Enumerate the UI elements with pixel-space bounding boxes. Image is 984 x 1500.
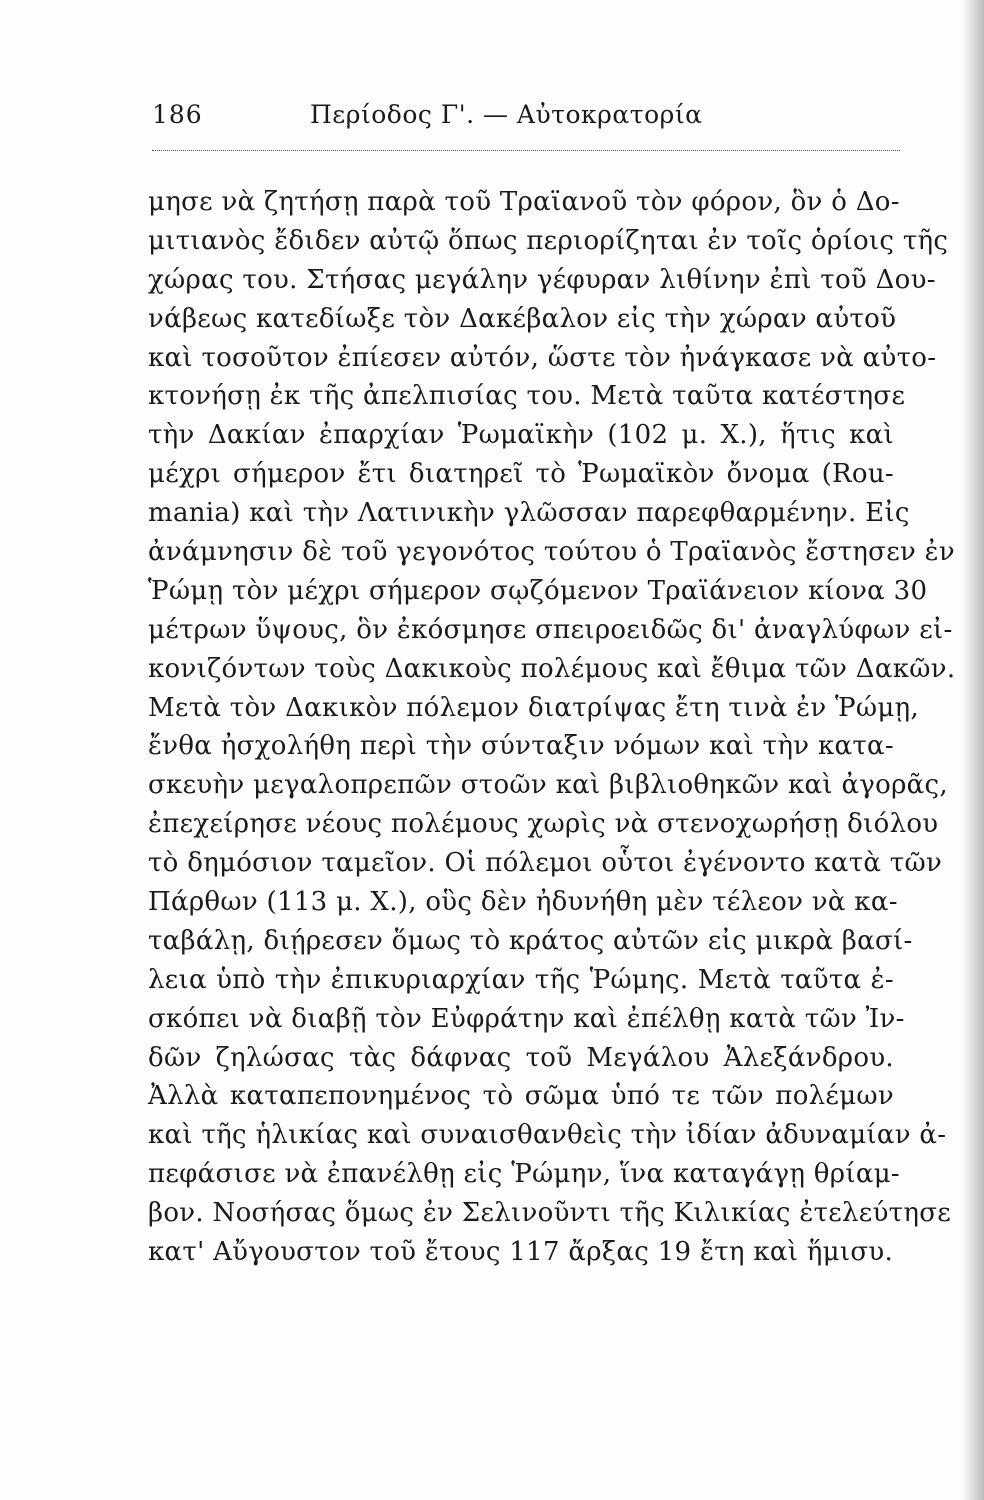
text-line: τὴν Δακίαν ἐπαρχίαν Ῥωμαϊκὴν (102 μ. Χ.), ἥτις καὶ — [148, 420, 894, 451]
text-line: Ῥώμῃ τὸν μέχρι σήμερον σῳζόμενον Τραϊάνειον κίονα 30 — [148, 575, 928, 606]
text-line: μέχρι σήμερον ἔτι διατηρεῖ τὸ Ῥωμαϊκὸν ὄνομα (Rou- — [148, 459, 894, 490]
text-line: σκευὴν μεγαλοπρεπῶν στοῶν καὶ βιβλιοθηκῶν καὶ ἀγορᾶς, — [148, 770, 948, 801]
text-line: μιτιανὸς ἔδιδεν αὐτῷ ὅπως περιορίζηται ἐν τοῖς ὁρίοις τῆς — [148, 225, 949, 256]
text-line: Ἀλλὰ καταπεπονημένος τὸ σῶμα ὑπό τε τῶν πολέμων — [148, 1081, 894, 1112]
text-line: μησε νὰ ζητήσῃ παρὰ τοῦ Τραϊανοῦ τὸν φόρον, ὃν ὁ Δο- — [148, 187, 900, 217]
text-line: mania) καὶ τὴν Λατινικὴν γλῶσσαν παρεφθαρμένην. Εἰς — [148, 498, 910, 529]
text-line: ἐπεχείρησε νέους πολέμους χωρὶς νὰ στενοχωρήσῃ διόλου — [148, 809, 939, 840]
text-line: ἔνθα ἠσχολήθη περὶ τὴν σύνταξιν νόμων καὶ τὴν κατα- — [148, 731, 894, 762]
running-title: Περίοδος Γ'. — Αὐτοκρατορία — [310, 100, 703, 129]
text-line: καὶ τοσοῦτον ἐπίεσεν αὐτόν, ὥστε τὸν ἠνάγκασε νὰ αὐτο- — [148, 342, 937, 373]
page-edge-shadow — [962, 0, 984, 1500]
text-line: καὶ τῆς ἡλικίας καὶ συναισθανθεὶς τὴν ἰδίαν ἀδυναμίαν ἀ- — [148, 1120, 947, 1151]
text-line: τὸ δημόσιον ταμεῖον. Οἱ πόλεμοι οὗτοι ἐγένοντο κατὰ τῶν — [148, 848, 943, 879]
text-line-last: κατ' Αὔγουστον τοῦ ἔτους 117 ἄρξας 19 ἔτη καὶ ἥμισυ. — [148, 1237, 894, 1268]
text-line: σκόπει νὰ διαβῇ τὸν Εὐφράτην καὶ ἐπέλθῃ κατὰ τῶν Ἰν- — [148, 1003, 905, 1034]
text-line: βον. Νοσήσας ὅμως ἐν Σελινοῦντι τῆς Κιλικίας ἐτελεύτησε — [148, 1198, 952, 1229]
text-line: πεφάσισε νὰ ἐπανέλθῃ εἰς Ῥώμην, ἵνα καταγάγῃ θρίαμ- — [148, 1159, 900, 1190]
text-line: ἀνάμνησιν δὲ τοῦ γεγονότος τούτου ὁ Τραϊανὸς ἔστησεν ἐν — [148, 537, 956, 568]
text-line: χώρας του. Στήσας μεγάλην γέφυραν λιθίνην ἐπὶ τοῦ Δου- — [148, 264, 936, 295]
page-number: 186 — [152, 100, 203, 129]
text-line: κτονήσῃ ἐκ τῆς ἀπελπισίας του. Μετὰ ταῦτα κατέστησε — [148, 381, 906, 412]
text-line: Πάρθων (113 μ. Χ.), οὓς δὲν ἠδυνήθη μὲν τέλεον νὰ κα- — [148, 887, 898, 918]
header-rule — [152, 150, 900, 151]
text-line: μέτρων ὕψους, ὃν ἐκόσμησε σπειροειδῶς δι' ἀναγλύφων εἰ- — [148, 614, 953, 645]
text-line: Μετὰ τὸν Δακικὸν πόλεμον διατρίψας ἔτη τινὰ ἐν Ῥώμῃ, — [148, 692, 919, 723]
text-line: ταβάλῃ, διῄρεσεν ὅμως τὸ κράτος αὐτῶν εἰς μικρὰ βασί- — [148, 925, 913, 956]
text-line: λεια ὑπὸ τὴν ἐπικυριαρχίαν τῆς Ῥώμης. Μετὰ ταῦτα ἐ- — [148, 964, 894, 995]
text-line: κονιζόντων τοὺς Δακικοὺς πολέμους καὶ ἔθιμα τῶν Δακῶν. — [148, 653, 956, 684]
running-header — [152, 100, 900, 136]
text-line: νάβεως κατεδίωξε τὸν Δακέβαλον εἰς τὴν χώραν αὐτοῦ — [148, 303, 897, 334]
body-text — [148, 183, 956, 1272]
text-line: δῶν ζηλώσας τὰς δάφνας τοῦ Μεγάλου Ἀλεξάνδρου. — [148, 1042, 894, 1073]
